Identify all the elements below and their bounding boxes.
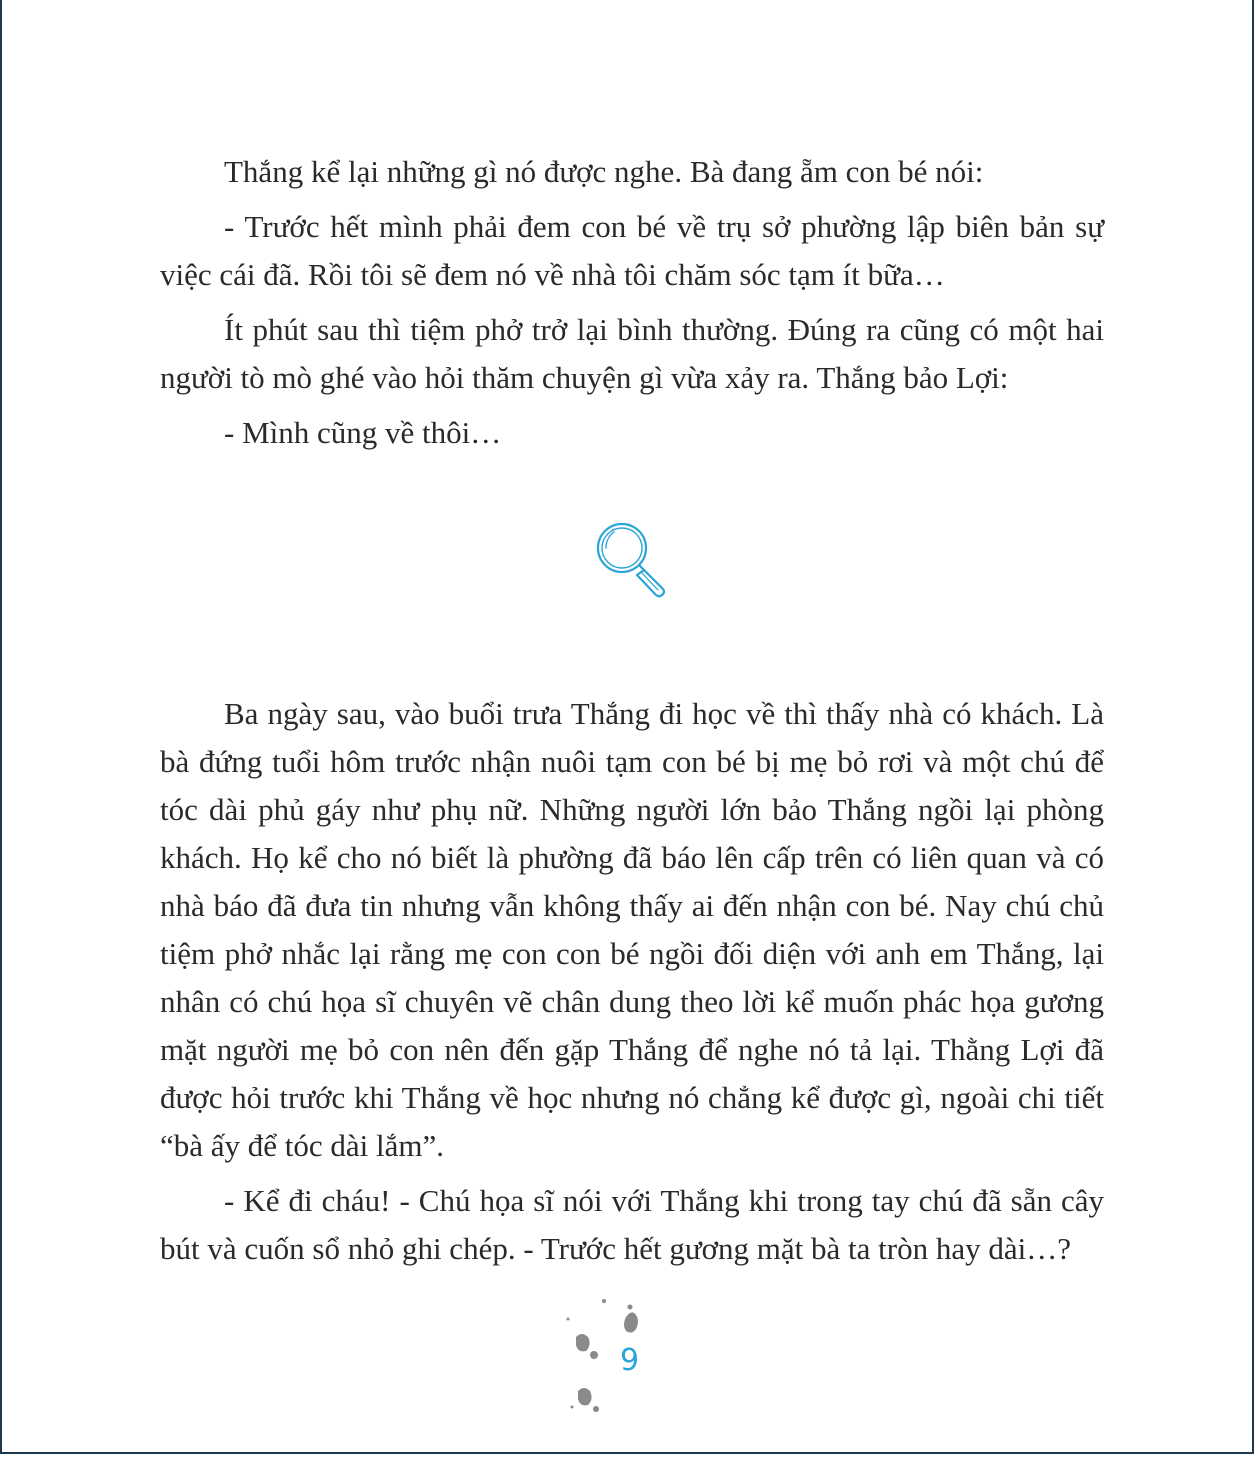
page-number: 9 [620, 1343, 640, 1378]
text-section-top [160, 148, 1104, 464]
ink-splatter-decoration [562, 1295, 672, 1425]
paragraph: - Mình cũng về thôi… [224, 415, 502, 450]
paragraph: - Trước hết mình phải đem con bé về trụ sở phường lập biên bản sự việc cái đã. Rồi tôi sẽ đem nó về nhà tôi chăm sóc tạm ít bữa… [160, 209, 1104, 292]
paragraph: Thắng kể lại những gì nó được nghe. Bà đang ẵm con bé nói: [224, 154, 984, 189]
page-footer [562, 1295, 672, 1425]
paragraph: - Kể đi cháu! - Chú họa sĩ nói với Thắng khi trong tay chú đã sẵn cây bút và cuốn sổ nhỏ ghi chép. - Trước hết gương mặt bà ta tròn hay dài…? [160, 1183, 1104, 1266]
text-section-bottom [160, 690, 1104, 1280]
paragraph: Ít phút sau thì tiệm phở trở lại bình thường. Đúng ra cũng có một hai người tò mò ghé vào hỏi thăm chuyện gì vừa xảy ra. Thắng bảo Lợi: [160, 312, 1104, 395]
magnifying-glass-icon [592, 518, 672, 602]
paragraph: Ba ngày sau, vào buổi trưa Thắng đi học về thì thấy nhà có khách. Là bà đứng tuổi hôm trước nhận nuôi tạm con bé bị mẹ bỏ rơi và một chú để tóc dài phủ gáy như phụ nữ. Những người lớn bảo Thắng ngồi lại phòng khách. Họ kể cho nó biết là phường đã báo lên cấp trên có liên quan và có nhà báo đã đưa tin nhưng vẫn không thấy ai đến nhận con bé. Nay chú chủ tiệm phở nhắc lại rằng mẹ con con bé ngồi đối diện với anh em Thắng, lại nhân có chú họa sĩ chuyên vẽ chân dung theo lời kể muốn phác họa gương mặt người mẹ bỏ con nên đến gặp Thắng để nghe nó tả lại. Thằng Lợi đã được hỏi trước khi Thắng về học nhưng nó chẳng kể được gì, ngoài chi tiết “bà ấy để tóc dài lắm”. [160, 696, 1104, 1163]
